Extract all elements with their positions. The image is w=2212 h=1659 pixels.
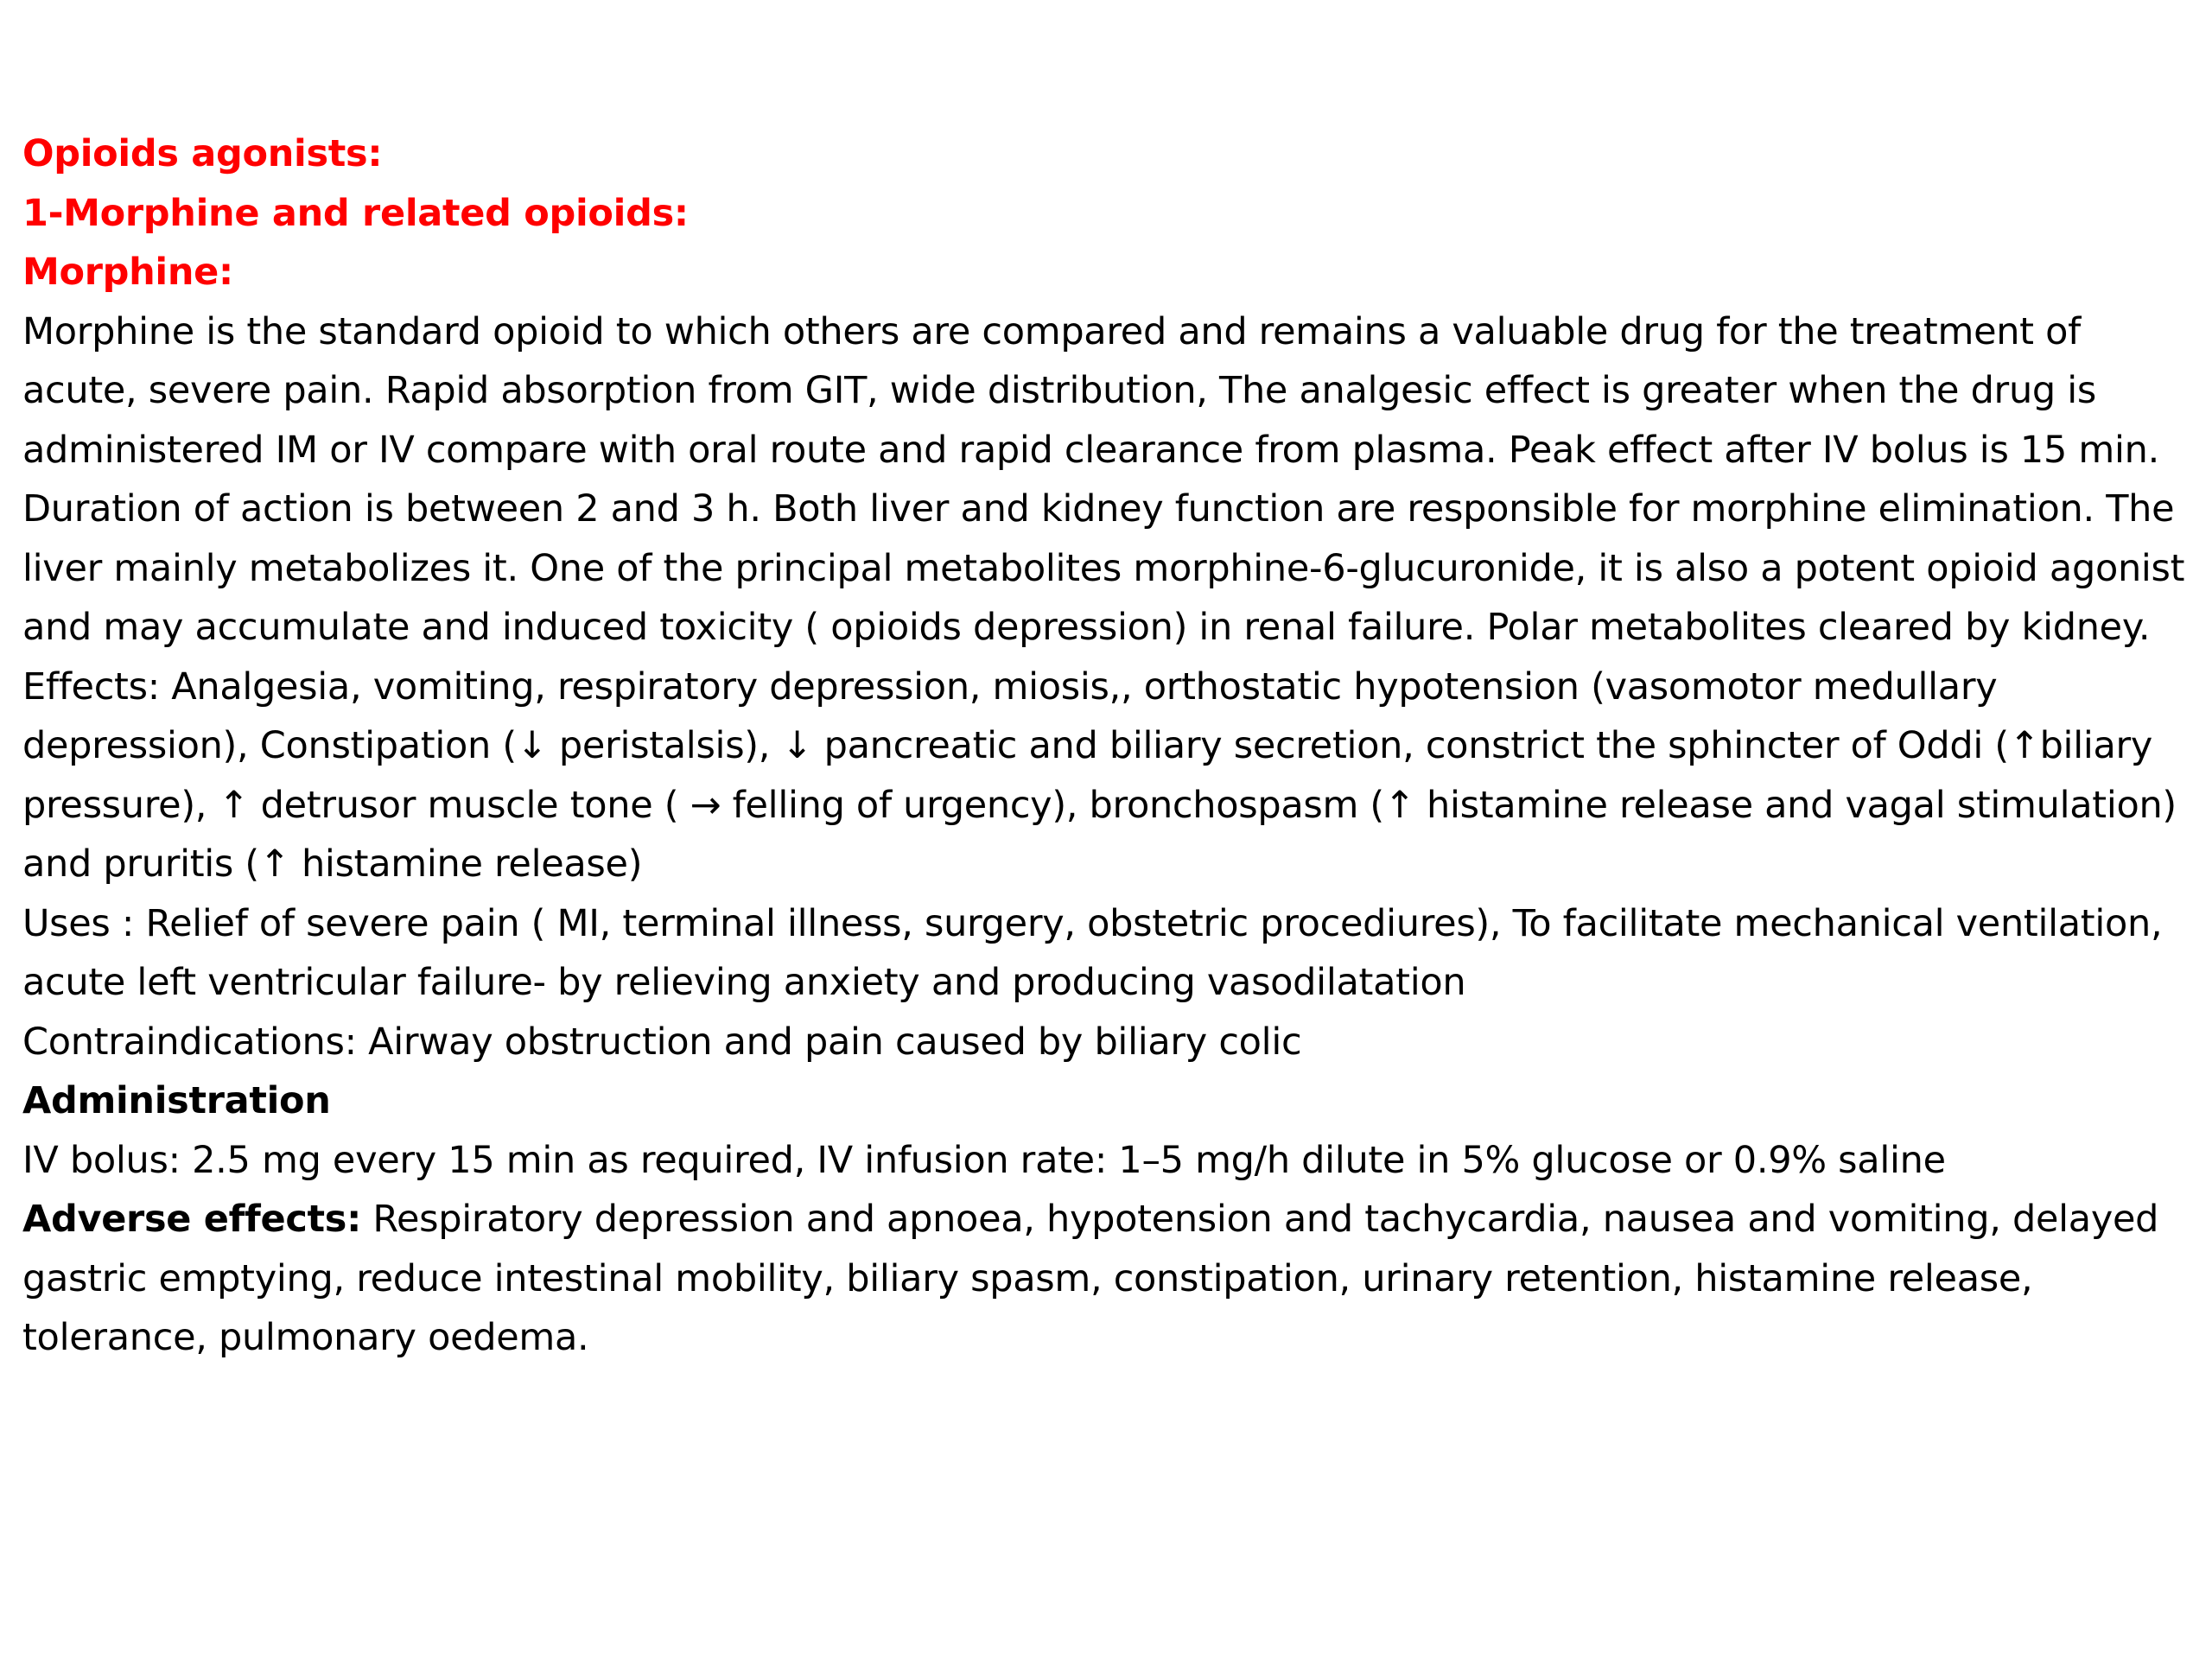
paragraph-effects: Effects: Analgesia, vomiting, respiratory depression, miosis,, orthostatic hypotension (vasomotor medullary depression), Constipation (↓ peristalsis), ↓ pancreatic and biliary secretion, constrict the sphincter of Oddi (↑biliary pressure), ↑ detrusor muscle tone ( → felling of urgency), bronchospasm (↑ histamine release and vagal stimulation) and pruritis (↑ histamine release)	[22, 664, 2177, 886]
heading-administration: Administration	[22, 1079, 331, 1122]
paragraph-contraindications: Contraindications: Airway obstruction and pain caused by biliary colic	[22, 1020, 1302, 1064]
paragraph-uses: Uses : Relief of severe pain ( MI, terminal illness, surgery, obstetric procediures), To facilitate mechanical ventilation, acute left ventricular failure- by relieving anxiety and producing vasodilatation	[22, 901, 2163, 1004]
paragraph-morphine-intro: Morphine is the standard opioid to which others are compared and remains a valuable drug for the treatment of acute, severe pain. Rapid absorption from GIT, wide distribution, The analgesic effect is greater when the drug is administered IM or IV compare with oral route and rapid clearance from plasma. Peak effect after IV bolus is 15 min. Duration of action is between 2 and 3 h. Both liver and kidney function are responsible for morphine elimination. The liver mainly metabolizes it. One of the principal metabolites morphine-6-glucuronide, it is also a potent opioid agonist and may accumulate and induced toxicity ( opioids depression) in renal failure. Polar metabolites cleared by kidney.	[22, 309, 2185, 649]
adverse-effects-label: Adverse effects:	[22, 1198, 361, 1241]
slide-text-body	[22, 124, 2200, 1368]
adverse-effects-text: Respiratory depression and apnoea, hypotension and tachycardia, nausea and vomiting, delayed gastric emptying, reduce intestinal mobility, biliary spasm, constipation, urinary retention, histamine release, tolerance, pulmonary oedema.	[22, 1198, 2159, 1359]
paragraph-administration: IV bolus: 2.5 mg every 15 min as required, IV infusion rate: 1–5 mg/h dilute in 5% glucose or 0.9% saline	[22, 1138, 1946, 1182]
heading-morphine: Morphine:	[22, 251, 233, 294]
heading-morphine-related-opioids: 1-Morphine and related opioids:	[22, 191, 689, 235]
paragraph-adverse-effects	[22, 1190, 2200, 1368]
heading-opioids-agonists: Opioids agonists:	[22, 132, 383, 175]
